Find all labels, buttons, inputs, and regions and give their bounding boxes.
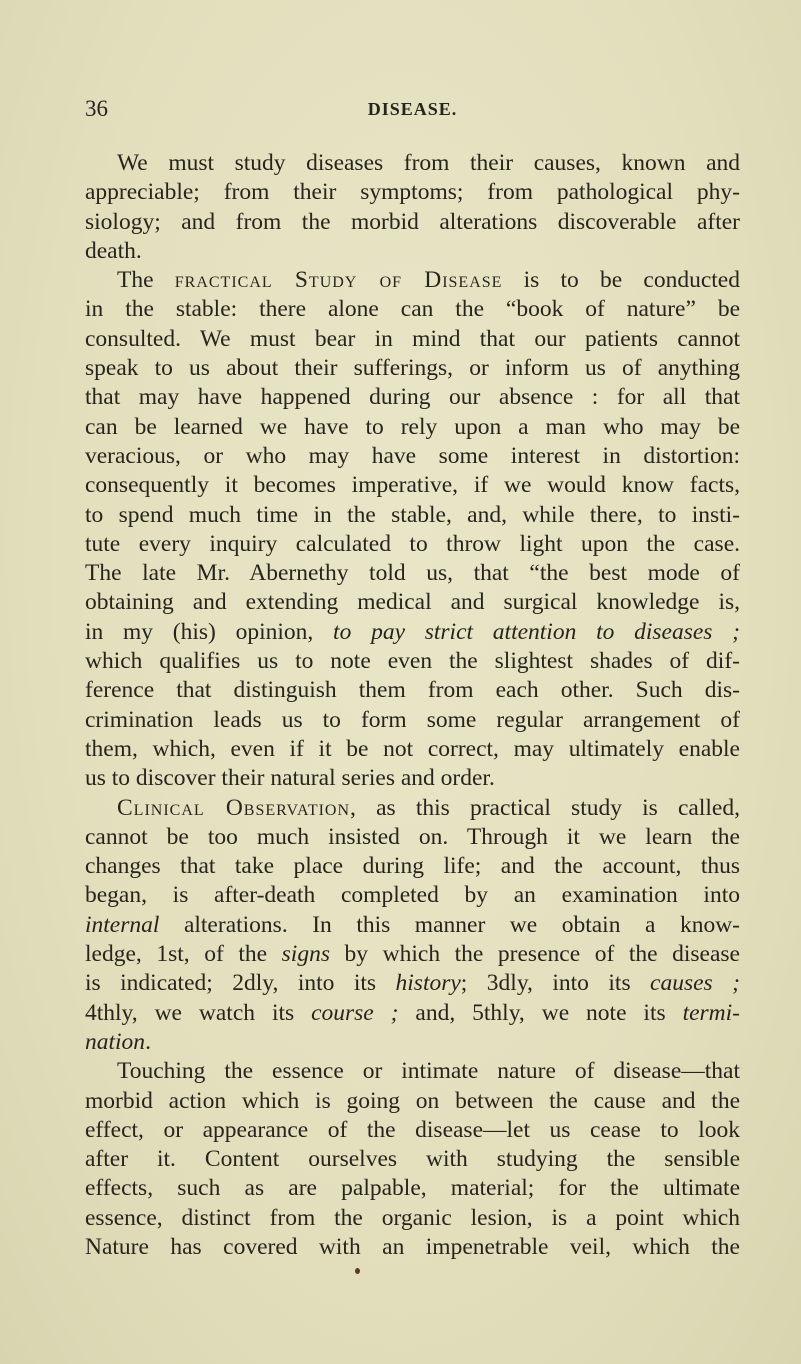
text-line [85, 735, 740, 764]
text-line [85, 442, 740, 471]
small-caps-text: fractical Study of Disease [174, 267, 503, 294]
text-segment: essence, distinct from the organic lesion, is a point which [85, 1204, 740, 1231]
text-segment: . [145, 1028, 151, 1055]
text-line [85, 325, 740, 354]
text-line [85, 764, 740, 793]
text-segment: siology; and from the morbid alterations discoverable after [85, 208, 740, 235]
text-segment: to spend much time in the stable, and, while there, to insti- [85, 501, 740, 528]
text-line [85, 1233, 740, 1262]
italic-text: course ; [311, 999, 399, 1026]
text-segment: obtaining and extending medical and surgical knowledge is, [85, 589, 740, 616]
text-segment: is to be conducted [502, 267, 740, 294]
text-line [85, 1174, 740, 1203]
text-line [85, 471, 740, 500]
text-line [85, 588, 740, 617]
text-line [85, 208, 740, 237]
text-line [85, 823, 740, 852]
text-segment: 4thly, we watch its [85, 999, 312, 1026]
text-line [85, 354, 740, 383]
text-line [85, 1057, 740, 1086]
text-segment: , as this practical study is called, [350, 794, 740, 821]
text-line [85, 852, 740, 881]
text-line [85, 999, 740, 1028]
text-segment: The [117, 267, 175, 294]
text-segment: ledge, 1st, of the [85, 941, 282, 968]
text-line [85, 149, 740, 178]
text-segment: ference that distinguish them from each other. Such dis- [85, 677, 740, 704]
text-segment: them, which, even if it be not correct, may ultimately enable [85, 735, 740, 762]
text-segment: changes that take place during life; and the account, thus [85, 853, 740, 880]
small-caps-text: Clinical Observation [117, 794, 351, 821]
text-line [85, 1204, 740, 1233]
body-text [85, 149, 740, 1262]
text-line [85, 413, 740, 442]
text-segment: can be learned we have to rely upon a man who may be [85, 413, 740, 440]
text-segment: crimination leads us to form some regular arrangement of [85, 706, 740, 733]
running-title: DISEASE. [367, 99, 458, 119]
text-segment: alterations. In this manner we obtain a know- [159, 911, 740, 938]
text-line [85, 647, 740, 676]
text-segment: death. [85, 237, 142, 264]
text-segment: began, is after-death completed by an examination into [85, 882, 740, 909]
page-header [85, 96, 740, 126]
text-line [85, 1145, 740, 1174]
text-line [85, 794, 740, 823]
italic-text: termi- [682, 999, 740, 1026]
text-segment: cannot be too much insisted on. Through it we learn the [85, 823, 740, 850]
text-line [85, 1028, 740, 1057]
text-segment: by which the presence of the disease [329, 941, 740, 968]
text-segment: tute every inquiry calculated to throw light upon the case. [85, 530, 740, 557]
text-line [85, 530, 740, 559]
text-line [85, 618, 740, 647]
text-line [85, 1087, 740, 1116]
text-segment: appreciable; from their symptoms; from pathological phy- [85, 179, 740, 206]
italic-text: to pay strict attention to diseases ; [333, 618, 740, 645]
text-segment: consulted. We must bear in mind that our patients cannot [85, 325, 740, 352]
text-segment: in my (his) opinion, [85, 618, 334, 645]
text-segment: that may have happened during our absence : for all that [85, 384, 740, 411]
text-line [85, 501, 740, 530]
text-line [85, 559, 740, 588]
ink-speck [355, 1268, 360, 1274]
text-line [85, 295, 740, 324]
text-segment: which qualifies us to note even the slightest shades of dif- [85, 648, 740, 675]
italic-text: signs [281, 941, 330, 968]
text-segment: Nature has covered with an impenetrable veil, which the [85, 1233, 740, 1260]
text-segment: in the stable: there alone can the “book of nature” be [85, 296, 740, 323]
text-line [85, 881, 740, 910]
text-line [85, 940, 740, 969]
text-segment: speak to us about their sufferings, or inform us of anything [85, 355, 740, 382]
text-line [85, 911, 740, 940]
text-line [85, 178, 740, 207]
text-line [85, 969, 740, 998]
text-segment: Touching the essence or intimate nature of disease—that [117, 1058, 740, 1085]
text-segment: effect, or appearance of the disease—let us cease to look [85, 1116, 740, 1143]
italic-text: internal [85, 911, 160, 938]
text-line [85, 706, 740, 735]
text-segment: and, 5thly, we note its [398, 999, 683, 1026]
text-segment: us to discover their natural series and order. [85, 765, 495, 792]
text-segment: veracious, or who may have some interest in distortion: [85, 442, 740, 469]
text-segment: after it. Content ourselves with studying the sensible [85, 1146, 740, 1173]
text-segment: ; 3dly, into its [460, 970, 651, 997]
italic-text: history [395, 970, 461, 997]
text-line [85, 237, 740, 266]
text-line [85, 383, 740, 412]
text-line [85, 676, 740, 705]
text-line [85, 1116, 740, 1145]
text-segment: The late Mr. Abernethy told us, that “the best mode of [85, 560, 740, 587]
text-segment: effects, such as are palpable, material; for the ultimate [85, 1175, 740, 1202]
text-segment: We must study diseases from their causes, known and [117, 150, 740, 176]
text-segment: morbid action which is going on between the cause and the [85, 1087, 740, 1114]
text-segment: is indicated; 2dly, into its [85, 970, 396, 997]
italic-text: causes ; [650, 970, 740, 997]
italic-text: nation [85, 1028, 146, 1055]
text-line [85, 266, 740, 295]
page-number: 36 [85, 96, 108, 121]
text-segment: consequently it becomes imperative, if we would know facts, [85, 472, 740, 499]
